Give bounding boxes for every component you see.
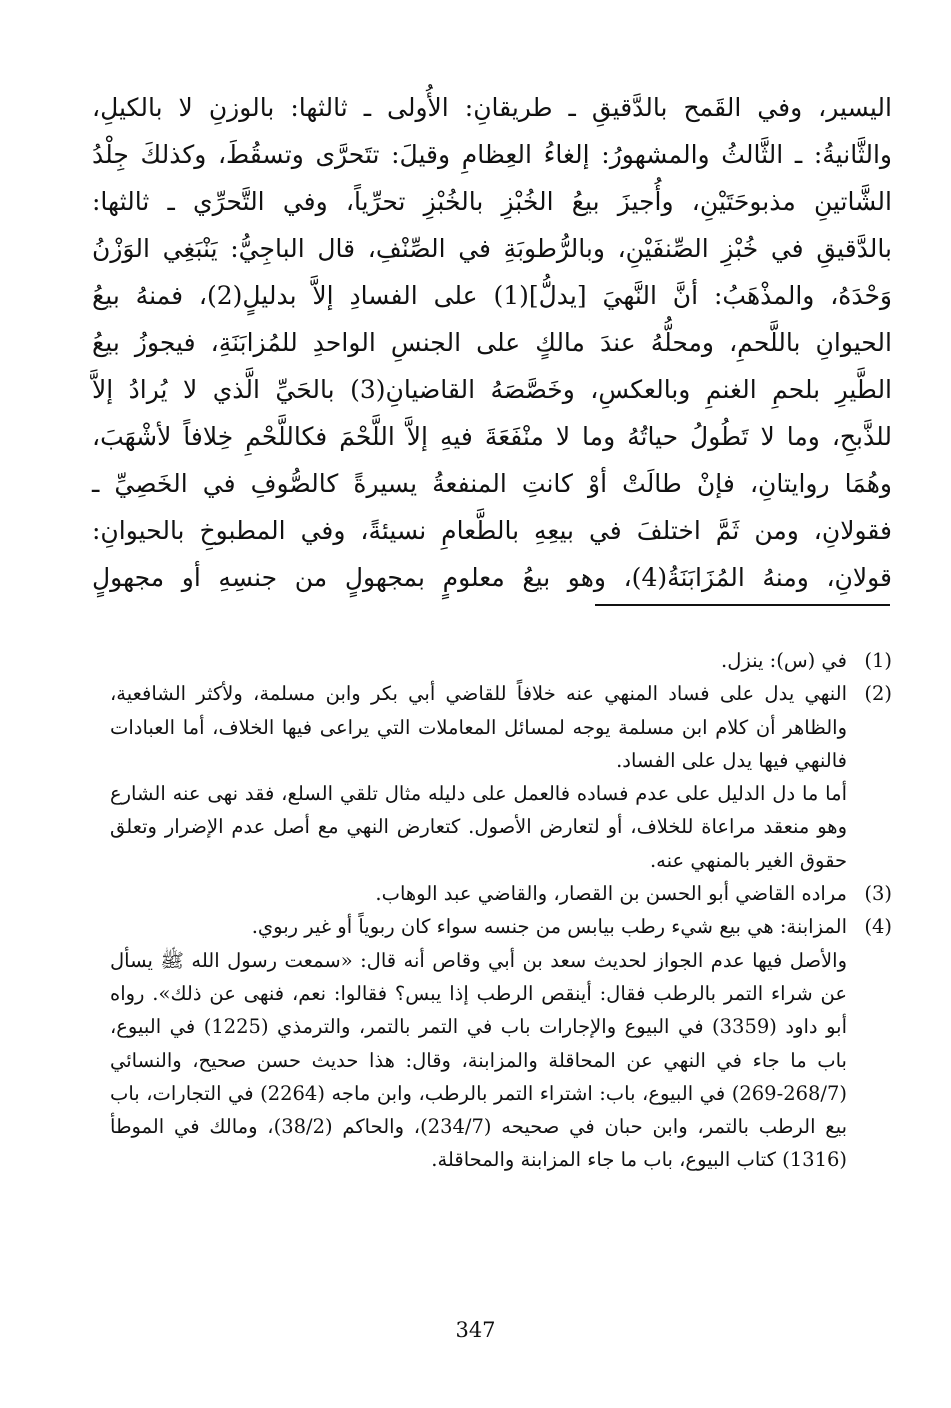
main-text-line: والثَّانيةُ: ـ الثَّالثُ والمشهورُ: إلغاءُ العِظامِ وقيلَ: تتَحرَّى وتسقُطَ، وكذلكَ جِلْدُ xyxy=(92,140,892,169)
footnote-number: (1) xyxy=(864,649,892,672)
footnote-paragraph: النهي يدل على فساد المنهي عنه خلافاً للقاضي أبي بكر وابن مسلمة، ولأكثر الشافعية، والظاهر أن كلام ابن مسلمة يوجه لمسائل المعاملات التي يراعى فيها الخلاف، أما العبادات فالنهي فيها يدل على الفساد. xyxy=(110,682,847,772)
footnote-body xyxy=(110,910,847,1176)
main-text-line: للذَّبحِ، وما لا تَطُولُ حياتُهُ وما لا منْفَعَةَ فيهِ إلاَّ اللَّحْمَ فكاللَّحْمِ خِلافاً لأشْهَبَ، xyxy=(92,422,892,451)
footnote-number: (4) xyxy=(864,915,892,939)
footnote-paragraph: والأصل فيها عدم الجواز لحديث سعد بن أبي وقاص أنه قال: «سمعت رسول الله ﷺ يسأل عن شراء التمر بالرطب فقال: أينقص الرطب إذا يبس؟ فقالوا: نعم، فنهى عن ذلك». رواه أبو داود (3359) في البيوع والإجارات باب في التمر بالتمر، والترمذي (1225) في البيوع، باب ما جاء في النهي عن المحاقلة والمزابنة، وقال: هذا حديث حسن صحيح، والنسائي (268/7-269) في البيوع، باب: اشتراء التمر بالرطب، وابن ماجه (2264) في التجارات، باب بيع الرطب بالتمر، وابن حبان في صحيحه (234/7)، والحاكم (38/2)، ومالك في الموطأ (1316) كتاب البيوع، باب ما جاء المزابنة والمحاقلة. xyxy=(110,948,848,1172)
main-text-line: اليسير، وفي القَمح بالدَّقيقِ ـ طريقانِ: الأُولى ـ ثالثها: بالوزنِ لا بالكيلِ، xyxy=(92,93,892,122)
footnote xyxy=(110,677,892,877)
page-number: 347 xyxy=(455,1318,496,1342)
footnote-paragraph: أما ما دل الدليل على عدم فساده فالعمل على دليله مثال تلقي السلع، فقد نهى عنه الشارع وهو منعقد مراعاة للخلاف، أو لتعارض الأصول. كتعارض النهي مع أصل عدم الإضرار وتعلق حقوق الغير بالمنهي عنه. xyxy=(110,782,847,872)
footnote-body xyxy=(110,877,847,910)
footnote xyxy=(110,910,892,1176)
footnote-paragraph: مراده القاضي أبو الحسن بن القصار، والقاضي عبد الوهاب. xyxy=(375,882,847,906)
main-text-line: الشَّاتينِ مذبوحَتَيْنِ، وأُجيزَ بيعُ الخُبْزِ بالخُبْزِ تحرِّياً، وفي التَّحرِّي ـ ثالثها: xyxy=(92,187,892,216)
main-text-line: الطَّيرِ بلحمِ الغنمِ وبالعكسِ، وخَصَّصَهُ القاضيانِ(3) بالحَيِّ الَّذي لا يُرادُ إلاَّ xyxy=(92,375,893,404)
footnotes xyxy=(110,644,892,1177)
main-text-line: قولانِ، ومنهُ المُزَابَنَةُ(4)، وهو بيعُ معلومٍ بمجهولٍ من جنسِهِ أو مجهولٍ xyxy=(92,563,892,592)
main-text-line: الحيوانِ باللَّحمِ، ومحلُّهُ عندَ مالكٍ على الجنسِ الواحدِ للمُزابَنَةِ، فيجوزُ بيعُ xyxy=(92,328,892,357)
footnote-body xyxy=(110,677,847,877)
footnote xyxy=(110,644,892,677)
main-text xyxy=(92,84,892,601)
main-text-line: بالدَّقيقِ في خُبْزِ الصِّنفَيْنِ، وبالرُّطوبَةِ في الصِّنْفِ، قال الباجِيُّ: يَنْبَغِي الوَزْنُ xyxy=(92,234,892,263)
main-text-line: وَحْدَهُ، والمذْهَبُ: أنَّ النَّهيَ [يدلُّ](1) على الفسادِ إلاَّ بدليلٍ(2)، فمنهُ بيعُ xyxy=(92,281,893,310)
main-text-line: فقولانِ، ومن ثَمَّ اختلفَ في بيعِهِ بالطَّعامِ نسيئةً، وفي المطبوخِ بالحيوانِ: xyxy=(92,516,892,545)
footnote-paragraph: المزابنة: هي بيع شيء رطب بيابس من جنسه سواء كان ربوياً أو غير ربوي. xyxy=(251,915,847,939)
footnote-paragraph: في (س): ينزل. xyxy=(721,649,847,672)
footnote-number: (3) xyxy=(864,882,892,906)
footnote-separator xyxy=(595,604,890,606)
footnote-number: (2) xyxy=(864,682,892,706)
footnote xyxy=(110,877,892,910)
main-text-line: وهُمَا روايتانِ، فإنْ طالَتْ أوْ كانتِ المنفعةُ يسيرةً كالصُّوفِ في الخَصِيِّ ـ xyxy=(92,469,892,498)
footnote-body xyxy=(110,644,847,677)
